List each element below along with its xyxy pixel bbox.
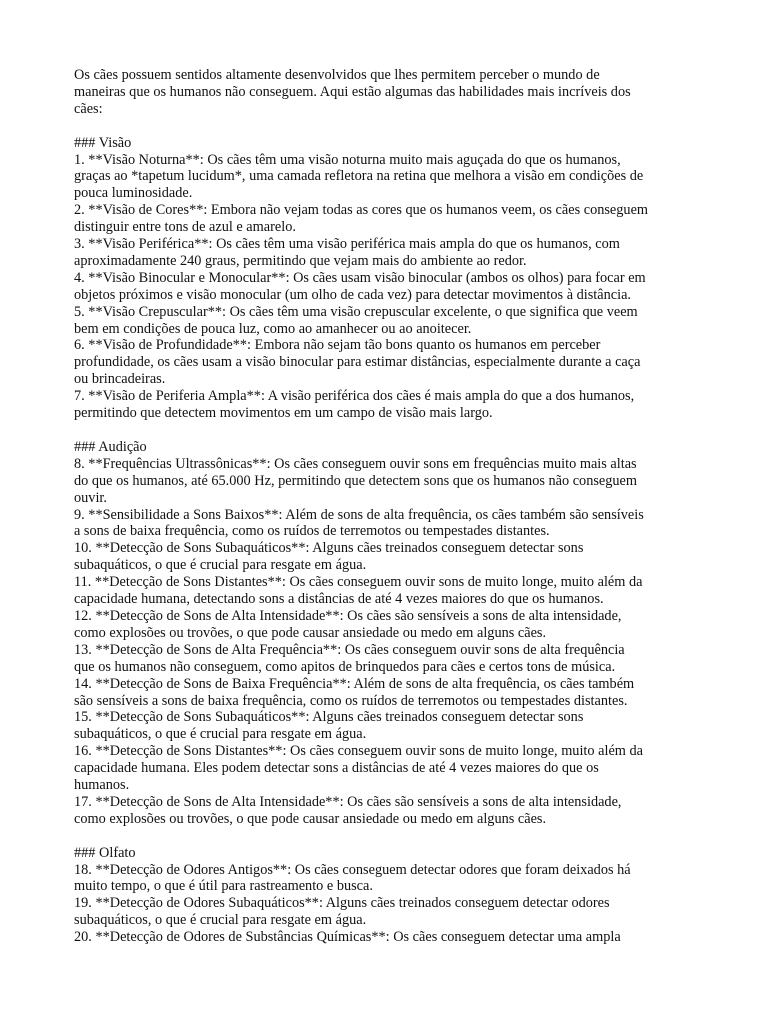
- text-line: 6. **Visão de Profundidade**: Embora não sejam tão bons quanto os humanos em perceber: [74, 337, 601, 354]
- text-line: 17. **Detecção de Sons de Alta Intensidade**: Os cães são sensíveis a sons de alta intensidade,: [74, 793, 622, 810]
- text-line: 14. **Detecção de Sons de Baixa Frequência**: Além de sons de alta frequência, os cães também: [74, 675, 635, 692]
- text-line: 5. **Visão Crepuscular**: Os cães têm uma visão crepuscular excelente, o que significa que veem: [74, 303, 638, 320]
- section-heading: ### Visão: [74, 134, 132, 151]
- text-line: ou brincadeiras.: [74, 371, 166, 388]
- text-line: 11. **Detecção de Sons Distantes**: Os cães conseguem ouvir sons de muito longe, muito além da: [74, 574, 643, 591]
- text-line: distinguir entre tons de azul e amarelo.: [74, 219, 296, 236]
- blank-line: [74, 422, 704, 439]
- section-heading: ### Olfato: [74, 844, 136, 861]
- text-line: 2. **Visão de Cores**: Embora não vejam todas as cores que os humanos veem, os cães conseguem: [74, 202, 649, 219]
- text-line: 20. **Detecção de Odores de Substâncias Químicas**: Os cães conseguem detectar uma ampla: [74, 929, 621, 946]
- text-line: que os humanos não conseguem, como apitos de brinquedos para cães e certos tons de música.: [74, 658, 616, 675]
- text-line: objetos próximos e visão monocular (um olho de cada vez) para detectar movimentos à distância.: [74, 286, 631, 303]
- text-line: são sensíveis a sons de baixa frequência, como os ruídos de terremotos ou tempestades distantes.: [74, 692, 628, 709]
- blank-line: [74, 118, 704, 135]
- text-line: cães:: [74, 100, 103, 117]
- text-line: 18. **Detecção de Odores Antigos**: Os cães conseguem detectar odores que foram deixados há: [74, 861, 631, 878]
- text-line: do que os humanos, até 65.000 Hz, permitindo que detectem sons que os humanos não conseguem: [74, 472, 638, 489]
- text-line: 15. **Detecção de Sons Subaquáticos**: Alguns cães treinados conseguem detectar sons: [74, 709, 584, 726]
- text-line: 12. **Detecção de Sons de Alta Intensidade**: Os cães são sensíveis a sons de alta intensidade,: [74, 607, 622, 624]
- text-line: como explosões ou trovões, o que pode causar ansiedade ou medo em alguns cães.: [74, 810, 547, 827]
- text-line: 7. **Visão de Periferia Ampla**: A visão periférica dos cães é mais ampla do que a dos humanos,: [74, 388, 635, 405]
- text-line: como explosões ou trovões, o que pode causar ansiedade ou medo em alguns cães.: [74, 624, 547, 641]
- text-line: bem em condições de pouca luz, como ao amanhecer ou ao anoitecer.: [74, 320, 472, 337]
- text-line: profundidade, os cães usam a visão binocular para estimar distâncias, especialmente durante a caça: [74, 354, 641, 371]
- text-line: muito tempo, o que é útil para rastreamento e busca.: [74, 878, 373, 895]
- text-line: capacidade humana. Eles podem detectar sons a distâncias de até 4 vezes maiores do que os: [74, 760, 599, 777]
- document-page: [74, 67, 704, 946]
- text-line: 16. **Detecção de Sons Distantes**: Os cães conseguem ouvir sons de muito longe, muito além da: [74, 743, 643, 760]
- section-heading: ### Audição: [74, 438, 147, 455]
- text-line: subaquáticos, o que é crucial para resgate em água.: [74, 726, 367, 743]
- text-line: 1. **Visão Noturna**: Os cães têm uma visão noturna muito mais aguçada do que os humanos,: [74, 151, 621, 168]
- text-line: Os cães possuem sentidos altamente desenvolvidos que lhes permitem perceber o mundo de: [74, 67, 600, 83]
- text-line: 19. **Detecção de Odores Subaquáticos**: Alguns cães treinados conseguem detectar odores: [74, 895, 610, 912]
- text-line: permitindo que detectem movimentos em um campo de visão mais largo.: [74, 405, 493, 422]
- text-line: graças ao *tapetum lucidum*, uma camada refletora na retina que melhora a visão em condições de: [74, 168, 644, 185]
- text-line: pouca luminosidade.: [74, 185, 193, 202]
- text-line: 9. **Sensibilidade a Sons Baixos**: Além de sons de alta frequência, os cães também são sensíveis: [74, 506, 644, 523]
- text-line: 4. **Visão Binocular e Monocular**: Os cães usam visão binocular (ambos os olhos) para focar em: [74, 269, 646, 286]
- text-line: 8. **Frequências Ultrassônicas**: Os cães conseguem ouvir sons em frequências muito mais altas: [74, 455, 637, 472]
- text-line: humanos.: [74, 777, 130, 794]
- text-line: a sons de baixa frequência, como os ruídos de terremotos ou tempestades distantes.: [74, 523, 550, 540]
- text-line: 10. **Detecção de Sons Subaquáticos**: Alguns cães treinados conseguem detectar sons: [74, 540, 584, 557]
- text-line: aproximadamente 240 graus, permitindo que vejam mais do ambiente ao redor.: [74, 252, 527, 269]
- blank-line: [74, 828, 704, 845]
- text-line: subaquáticos, o que é crucial para resgate em água.: [74, 557, 367, 574]
- text-line: 3. **Visão Periférica**: Os cães têm uma visão periférica mais ampla do que os humanos, com: [74, 236, 620, 253]
- text-line: capacidade humana, detectando sons a distâncias de até 4 vezes maiores do que os humanos.: [74, 591, 604, 608]
- text-line: ouvir.: [74, 489, 107, 506]
- text-line: maneiras que os humanos não conseguem. Aqui estão algumas das habilidades mais incríveis dos: [74, 83, 631, 100]
- text-line: 13. **Detecção de Sons de Alta Frequência**: Os cães conseguem ouvir sons de alta frequência: [74, 641, 625, 658]
- text-line: subaquáticos, o que é crucial para resgate em água.: [74, 912, 367, 929]
